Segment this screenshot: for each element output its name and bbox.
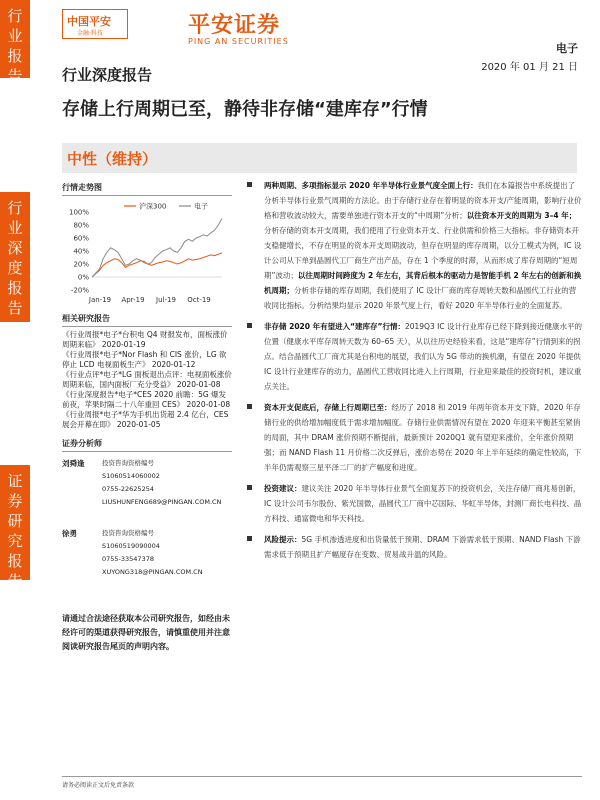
series-line-0 bbox=[92, 253, 222, 277]
analyst-info-line: S1060519090004 bbox=[102, 542, 160, 550]
sidebar-tag-industry-report bbox=[0, 0, 30, 85]
bullet-text: 5G 手机渗透进度和出货量低于预期、DRAM 下游需求低于预期、NAND Flash 下游需求低于预期且扩产幅度存在变数、贸易战升温的风险。 bbox=[264, 535, 581, 559]
sidebar-char: 究 bbox=[7, 532, 23, 550]
legend-label: 沪深300 bbox=[139, 202, 167, 211]
price-trend-chart bbox=[62, 200, 232, 305]
analyst-info-line: LIUSHUNFENG689@PINGAN.COM.CN bbox=[102, 498, 222, 506]
y-tick-label: 20% bbox=[73, 260, 89, 269]
related-reports-list bbox=[62, 330, 232, 430]
analyst-info-line: XUYONG318@PINGAN.COM.CN bbox=[102, 568, 203, 576]
x-tick-label: Jul-19 bbox=[156, 296, 176, 304]
footer-divider bbox=[62, 776, 582, 777]
logo-small-sub: 金融·科技 bbox=[77, 30, 103, 37]
sidebar-char: 研 bbox=[7, 512, 23, 530]
sidebar-char: 业 bbox=[7, 27, 23, 45]
summary-bullet bbox=[244, 319, 582, 394]
trend-heading: 行情走势图 bbox=[62, 182, 232, 196]
related-report-item: 《行业周报*电子*台积电 Q4 财报发布，面板涨价周期来临》 2020-01-19 bbox=[62, 330, 228, 349]
summary-bullets bbox=[244, 178, 582, 568]
x-tick-label: Oct-19 bbox=[187, 296, 211, 304]
x-tick-label: Jan-19 bbox=[88, 296, 112, 304]
sidebar-char: 报 bbox=[7, 552, 23, 570]
analyst-info-line: 0755-33547378 bbox=[102, 555, 154, 563]
summary-bullet bbox=[244, 178, 582, 313]
analyst-name: 徐勇 bbox=[62, 529, 77, 538]
analysts-heading: 证券分析师 bbox=[62, 438, 232, 452]
sidebar-char: 度 bbox=[7, 259, 23, 277]
bullet-square-icon bbox=[247, 323, 252, 328]
analyst-name: 刘舜逢 bbox=[62, 459, 85, 468]
bullet-text: 经历了 2018 和 2019 年两年资本开支下降，2020 年存储行业的供给增加幅度低于需求增加幅度。存储行业供需情况有望在 2020 年迎来平衡甚至紧俏的局面，其中 DRAM 涨价预期不断提前，最新预计 2020Q1 就有望迎来涨价，全年涨价预期强；而 NAND Flash 11 月价格二次反弹后，涨价态势在 2020 年上半年延续的确定性较高，下半年仍需观察三星平泽二厂的扩产幅度和进度。 bbox=[264, 403, 582, 472]
bullet-text: 我们在本篇报告中系统提出了分析半导体行业景气周期的方法论。由于存储行业存在着明显的资本开支/产能周期，影响行业价格和营收波动较大，需要单独进行资本开支的“中周期”分析； bbox=[264, 181, 582, 220]
related-heading: 相关研究报告 bbox=[62, 313, 232, 327]
summary-bullet bbox=[244, 532, 582, 562]
bullet-bold-text: 非存储 2020 年有望进入“建库存”行情： bbox=[264, 322, 405, 331]
logo-small-text: 中国平安 bbox=[67, 15, 111, 28]
sidebar-char: 报 bbox=[7, 47, 23, 65]
sidebar-char: 行 bbox=[7, 7, 23, 25]
sidebar-char: 告 bbox=[7, 299, 23, 317]
related-report-item: 《行业深度报告*电子*CES 2020 前瞻：5G 爆发前夜，苹果时隔二十八年重回 CES》 2020-01-08 bbox=[62, 390, 231, 409]
related-report-item: 《行业周报*电子*Nor Flash 和 CIS 涨价，LG 欲停止 LCD 电视面板生产》 2020-01-12 bbox=[62, 350, 227, 369]
sidebar-char: 深 bbox=[7, 239, 23, 257]
sidebar-char: 报 bbox=[7, 279, 23, 297]
logo-main-text: 平安证券 bbox=[188, 13, 281, 38]
sidebar-char: 告 bbox=[7, 67, 23, 85]
bullet-bold-text: 风险提示： bbox=[264, 535, 302, 544]
bullet-text: 分析存储的资本开支周期，我们使用了行业资本开支、行业供需和价格三大指标。非存储资本开支稳健增长，不存在明显的资本开支周期波动，但存在明显的库存周期，以分工模式为例，IC 设计公司从下单到晶圆代工厂商生产出产品，存在 1 个季度的时滞，从而形成了库存周期的“短周期”波动； bbox=[264, 226, 582, 280]
bullet-square-icon bbox=[247, 485, 252, 490]
report-type: 行业深度报告 bbox=[62, 66, 153, 84]
y-tick-label: 100% bbox=[68, 208, 89, 217]
disclaimer-notice: 请通过合法途径获取本公司研究报告，如经由未经许可的渠道获得研究报告，请慎重使用并注意阅读研究报告尾页的声明内容。 bbox=[62, 614, 230, 651]
analyst-info-line: 投资咨询资格编号 bbox=[102, 459, 154, 467]
sidebar-char: 业 bbox=[7, 219, 23, 237]
sidebar-char: 证 bbox=[7, 472, 23, 490]
rating-label: 中性（维持） bbox=[67, 150, 158, 168]
bullet-bold-text: 以往资本开支的周期为 3–4 年； bbox=[466, 211, 577, 220]
summary-bullet bbox=[244, 481, 582, 526]
sidebar-char: 行 bbox=[7, 199, 23, 217]
sidebar-char: 券 bbox=[7, 492, 23, 510]
sidebar-tag-securities-research bbox=[0, 465, 30, 590]
analyst-entry bbox=[62, 457, 232, 522]
industry-label: 电子 bbox=[556, 42, 578, 55]
bullet-bold-text: 以往周期时间跨度为 2 年左右，其背后根本的驱动力是智能手机 2 年左右的创新和换机周期； bbox=[264, 271, 582, 295]
left-sidebar bbox=[0, 0, 30, 800]
ping-an-securities-logo bbox=[188, 8, 289, 46]
left-column bbox=[62, 178, 232, 654]
related-report-item: 《行业点评*电子*LG 面板退出点评：电视面板涨价周期来临，国内面板厂充分受益》 2020-01-08 bbox=[62, 370, 232, 389]
bullet-square-icon bbox=[247, 182, 252, 187]
bullet-bold-text: 投资建议： bbox=[264, 484, 302, 493]
y-tick-label: 80% bbox=[73, 221, 89, 230]
related-report-item: 《行业周报*电子*华为手机出货超 2.4 亿台，CES 展会开幕在即》 2020-01-05 bbox=[62, 410, 229, 429]
bullet-text: 2019Q3 IC 设计行业库存已经下降到接近健康水平的位置（健康水平库存周转天数为 60–65 天），从以往历史经验来看，这是“建库存”行情到来的拐点。结合晶圆代工厂商尤其是台积电的展望，我们认为 5G 带动的换机潮，有望在 2020 年提供 IC 设计行业建库存的动力，晶圆代工营收同比进入上行周期，行业迎来最佳的投资时机，建议重点关注。 bbox=[264, 322, 582, 391]
analyst-info-line: S1060514060002 bbox=[102, 472, 160, 480]
legend-label: 电子 bbox=[194, 202, 208, 211]
bullet-text: 分析非存储的库存周期，我们使用了 IC 设计厂商的库存周转天数和晶圆代工行业的营收同比指标。分析结果均显示 2020 年景气度上行，看好 2020 年半导体行业的全面复苏。 bbox=[264, 286, 577, 310]
rating-bar bbox=[62, 143, 577, 173]
y-tick-label: 60% bbox=[73, 234, 89, 243]
analyst-info-line: 0755-22625254 bbox=[102, 485, 154, 493]
bullet-bold-text: 两种周期、多项指标显示 2020 年半导体行业景气度全面上行： bbox=[264, 181, 478, 190]
analyst-list bbox=[62, 457, 232, 592]
y-tick-label: 0% bbox=[77, 273, 89, 282]
ping-an-group-logo bbox=[62, 9, 128, 39]
bullet-bold-text: 资本开支促底后，存储上行周期已至： bbox=[264, 403, 392, 412]
x-tick-label: Apr-19 bbox=[121, 296, 145, 304]
analyst-entry bbox=[62, 527, 232, 592]
series-line-1 bbox=[92, 219, 222, 278]
analyst-info-line: 投资咨询资格编号 bbox=[102, 529, 154, 537]
bullet-text: 建议关注 2020 年半导体行业景气全面复苏下的投资机会，关注存储厂商兆易创新，IC 设计公司韦尔股份、紫光国微，晶圆代工厂商中芯国际、华虹半导体，封测厂商长电科技、晶方科技、通富微电和华天科技。 bbox=[264, 484, 582, 523]
bullet-square-icon bbox=[247, 404, 252, 409]
sidebar-tag-industry-deep-report bbox=[0, 192, 30, 322]
y-tick-label: -20% bbox=[70, 286, 89, 295]
sidebar-char: 告 bbox=[7, 572, 23, 590]
summary-bullet bbox=[244, 400, 582, 475]
bullet-square-icon bbox=[247, 536, 252, 541]
page-title: 存储上行周期已至，静待非存储“建库存”行情 bbox=[62, 99, 428, 120]
footer-text: 请务必阅读正文后免责条款 bbox=[62, 782, 135, 789]
report-date: 2020 年 01 月 21 日 bbox=[481, 62, 578, 73]
y-tick-label: 40% bbox=[73, 247, 89, 256]
logo-main-sub: PING AN SECURITIES bbox=[188, 37, 289, 46]
